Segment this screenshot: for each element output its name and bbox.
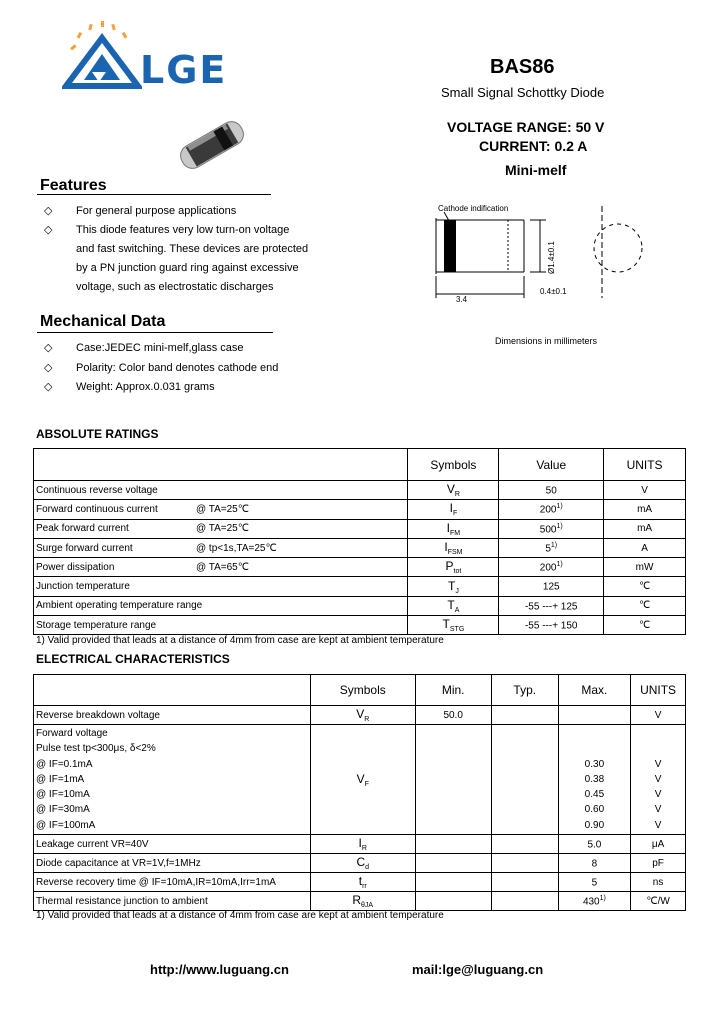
diamond-bullet-icon: ◇	[44, 205, 53, 217]
dimensions-note: Dimensions in millimeters	[495, 336, 598, 346]
electrical-table	[33, 674, 686, 911]
table-row: Storage temperature range $T_{STG}$ -55 ---+ 150 ℃	[34, 616, 686, 635]
feature-item: ◇ For general purpose applications	[44, 202, 308, 221]
table-row: Reverse recovery time @ IF=10mA,IR=10mA,Irr=1mA $t_{rr}$ 5 ns	[34, 873, 686, 892]
col-max: Max.	[558, 675, 630, 706]
website-link[interactable]: http://www.luguang.cn	[150, 962, 289, 977]
electrical-title: ELECTRICAL CHARACTERISTICS	[36, 652, 230, 666]
mechanical-rule	[37, 332, 273, 333]
brand-name: LGE	[140, 48, 228, 92]
col-typ: Typ.	[491, 675, 558, 706]
diamond-bullet-icon: ◇	[44, 361, 53, 374]
features-list: ◇ For general purpose applications ◇ This diode features very low turn-on voltage and fast switching. These devices are protected by a PN junction guard ring against excessive voltage, such as electrostatic discharges	[44, 202, 308, 297]
mechanical-item: ◇ Polarity: Color band denotes cathode end	[44, 359, 278, 379]
col-min: Min.	[415, 675, 491, 706]
table-row: Continuous reverse voltage $V_R$ 50 V	[34, 481, 686, 500]
table-row: Power dissipation @ TA=65℃ $P_{tot}$ 200$^{1)}$ mW	[34, 558, 686, 577]
diamond-bullet-icon: ◇	[44, 342, 53, 354]
col-units: UNITS	[631, 675, 686, 706]
table-row: Surge forward current @ tp<1s,TA=25℃ $I_{FSM}$ 5$^{1)}$ A	[34, 538, 686, 557]
table-row-forward-voltage: Forward voltage Pulse test tp<300μs, δ<2% @ IF=0.1mA @ IF=1mA @ IF=10mA @ IF=30mA @ IF=100mA $V_F$ 0.30 0.38 0.45 0.60 0.90 V V V V V	[34, 725, 686, 835]
component-photo	[172, 110, 252, 180]
absolute-ratings-table	[33, 448, 686, 635]
email-link[interactable]: mail:lge@luguang.cn	[412, 962, 544, 977]
part-description: Small Signal Schottky Diode	[441, 85, 605, 100]
diamond-bullet-icon: ◇	[44, 224, 53, 236]
table-row: Forward continuous current @ TA=25℃ $I_F$ 200$^{1)}$ mA	[34, 500, 686, 519]
voltage-range: VOLTAGE RANGE: 50 V	[447, 119, 605, 135]
table-row: Peak forward current @ TA=25℃ $I_{FM}$ 500$^{1)}$ mA	[34, 519, 686, 538]
table-row: Reverse breakdown voltage $V_R$ 50.0 V	[34, 706, 686, 725]
mechanical-title: Mechanical Data	[40, 313, 166, 330]
absolute-ratings-title: ABSOLUTE RATINGS	[36, 427, 159, 441]
part-number: BAS86	[490, 56, 555, 78]
table-row: Leakage current VR=40V $I_R$ 5.0 μA	[34, 835, 686, 854]
col-symbols: Symbols	[310, 675, 415, 706]
cathode-label: Cathode indification	[438, 204, 509, 213]
mechanical-item: ◇ Case:JEDEC mini-melf,glass case	[44, 339, 278, 359]
band-width-label: 0.4±0.1	[540, 287, 567, 296]
mechanical-item: ◇ Weight: Approx.0.031 grams	[44, 378, 278, 398]
feature-item: ◇ This diode features very low turn-on voltage	[44, 221, 308, 240]
features-rule	[37, 194, 271, 195]
length-label: 3.4	[456, 295, 468, 304]
mechanical-list	[44, 339, 278, 398]
col-symbols: Symbols	[408, 449, 499, 481]
table-row: Junction temperature $T_J$ 125 ℃	[34, 577, 686, 596]
current-rating: CURRENT: 0.2 A	[479, 138, 588, 154]
package-name: Mini-melf	[505, 162, 567, 178]
col-units: UNITS	[604, 449, 686, 481]
table-row: Ambient operating temperature range $T_A$ -55 ---+ 125 ℃	[34, 596, 686, 615]
diameter-label: Ø1.4±0.1	[547, 241, 556, 274]
table-row: Diode capacitance at VR=1V,f=1MHz $C_d$ 8 pF	[34, 854, 686, 873]
col-value: Value	[499, 449, 604, 481]
features-title: Features	[40, 177, 107, 194]
dimension-diagram	[420, 198, 650, 328]
diamond-bullet-icon: ◇	[44, 381, 53, 393]
electrical-note: 1) Valid provided that leads at a distance of 4mm from case are kept at ambient temperature	[36, 910, 444, 921]
absolute-ratings-note: 1) Valid provided that leads at a distance of 4mm from case are kept at ambient temperature	[36, 635, 444, 646]
table-row: Thermal resistance junction to ambient $R_{\theta JA}$ 430$^{1)}$ ℃/W	[34, 892, 686, 911]
brand-logo	[62, 20, 142, 92]
